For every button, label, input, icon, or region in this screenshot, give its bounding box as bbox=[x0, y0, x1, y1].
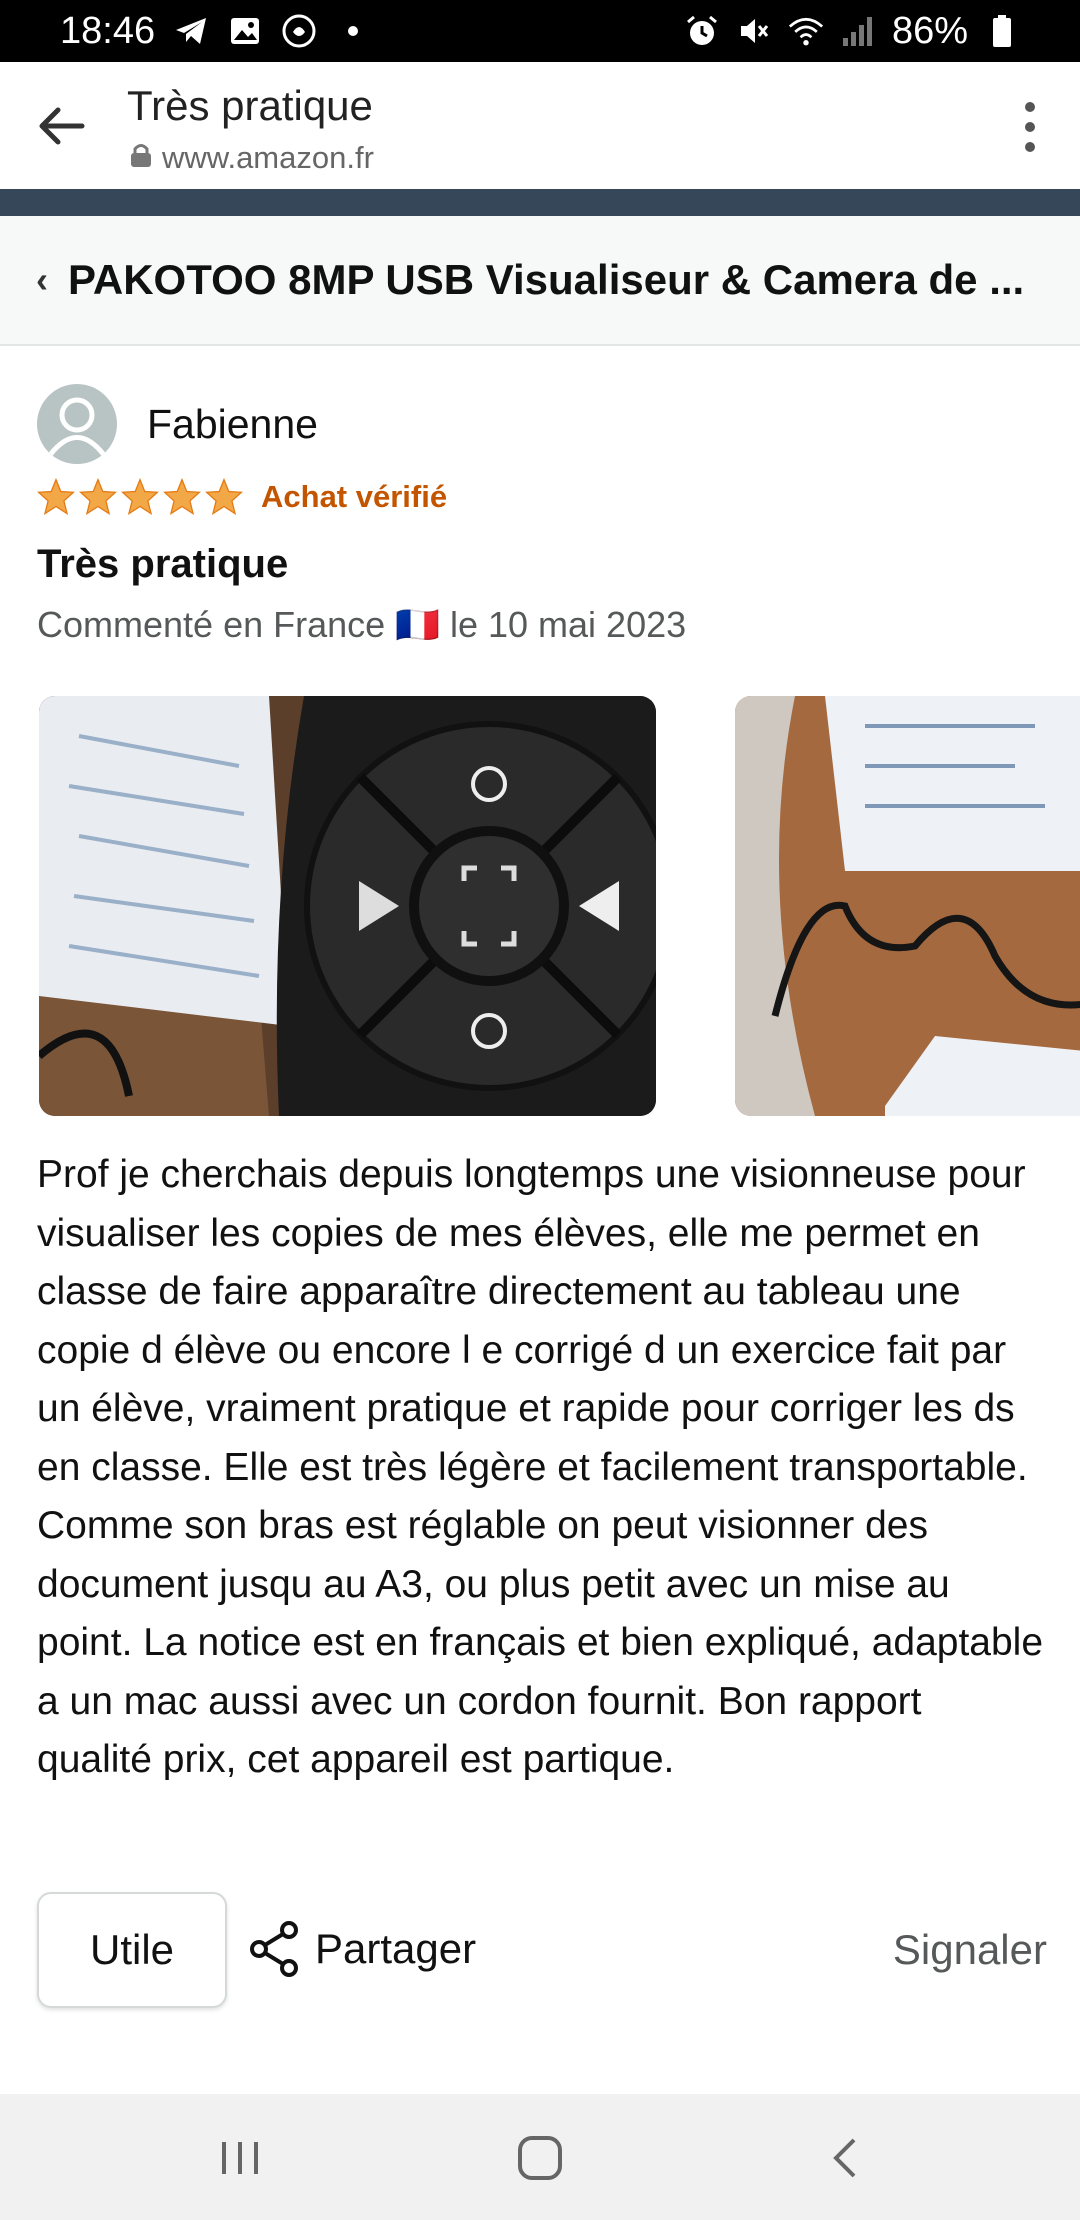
star-icon bbox=[121, 478, 159, 516]
star-icon bbox=[37, 478, 75, 516]
recent-apps-icon[interactable] bbox=[210, 2130, 270, 2186]
reviewer-name: Fabienne bbox=[147, 400, 318, 447]
star-icon bbox=[79, 478, 117, 516]
share-icon bbox=[247, 1920, 301, 1978]
share-label: Partager bbox=[315, 1925, 477, 1972]
star-icon bbox=[205, 478, 243, 516]
telegram-icon bbox=[173, 13, 209, 49]
browser-app-bar bbox=[0, 62, 1080, 189]
helpful-button[interactable]: Utile bbox=[37, 1892, 227, 2008]
status-bar bbox=[0, 0, 1080, 62]
overflow-menu-icon[interactable] bbox=[1010, 102, 1050, 152]
back-arrow-icon[interactable] bbox=[36, 104, 86, 148]
product-link[interactable] bbox=[0, 216, 1080, 346]
page-title: Très pratique bbox=[127, 82, 373, 129]
reviewer-profile[interactable] bbox=[37, 384, 318, 464]
star-rating bbox=[37, 478, 243, 516]
chevron-left-icon: ‹ bbox=[36, 259, 48, 300]
star-icon bbox=[163, 478, 201, 516]
system-nav-bar bbox=[0, 2094, 1080, 2220]
report-link[interactable]: Signaler bbox=[892, 1926, 1047, 1973]
product-title: PAKOTOO 8MP USB Visualiseur & Camera de ... bbox=[68, 256, 1025, 303]
status-time: 18:46 bbox=[60, 9, 156, 52]
review-body: Prof je cherchais depuis longtemps une visionneuse pour visualiser les copies de mes élèves, elle me permet en classe de faire apparaître directement au tableau une copie d élève ou encore l e corrigé d un exercice fait par un élève, vraiment pratique et rapide pour corriger les ds en classe. Elle est très légère et facilement transportable. Comme son bras est réglable on peut visionner des document jusqu au A3, ou plus petit avec un mise au point. La notice est en français et bien expliqué, adaptable a un mac aussi avec un cordon fournit. Bon rapport qualité prix, cet appareil est partique. bbox=[37, 1153, 1044, 1781]
battery-icon bbox=[984, 13, 1020, 49]
signal-icon bbox=[840, 13, 876, 49]
review-title: Très pratique bbox=[37, 542, 289, 586]
battery-percent: 86% bbox=[891, 9, 968, 52]
app-icon bbox=[281, 13, 317, 49]
url-text: www.amazon.fr bbox=[162, 140, 374, 175]
gallery-icon bbox=[227, 13, 263, 49]
lock-icon bbox=[130, 140, 152, 176]
rating-row bbox=[37, 478, 447, 516]
avatar bbox=[37, 384, 117, 464]
header-strip bbox=[0, 189, 1080, 216]
verified-purchase-badge: Achat vérifié bbox=[261, 479, 448, 514]
home-icon[interactable] bbox=[510, 2130, 570, 2186]
back-icon[interactable] bbox=[815, 2130, 875, 2186]
mute-icon bbox=[736, 13, 772, 49]
review-actions bbox=[37, 1892, 1047, 2008]
review-meta: Commenté en France 🇫🇷 le 10 mai 2023 bbox=[37, 604, 687, 645]
review-photo-1[interactable] bbox=[39, 696, 656, 1116]
share-button[interactable] bbox=[247, 1920, 476, 1978]
alarm-icon bbox=[684, 13, 720, 49]
dot-icon bbox=[335, 13, 371, 49]
wifi-icon bbox=[788, 13, 824, 49]
url-display[interactable] bbox=[130, 140, 374, 176]
review-photo-2[interactable] bbox=[735, 696, 1080, 1116]
